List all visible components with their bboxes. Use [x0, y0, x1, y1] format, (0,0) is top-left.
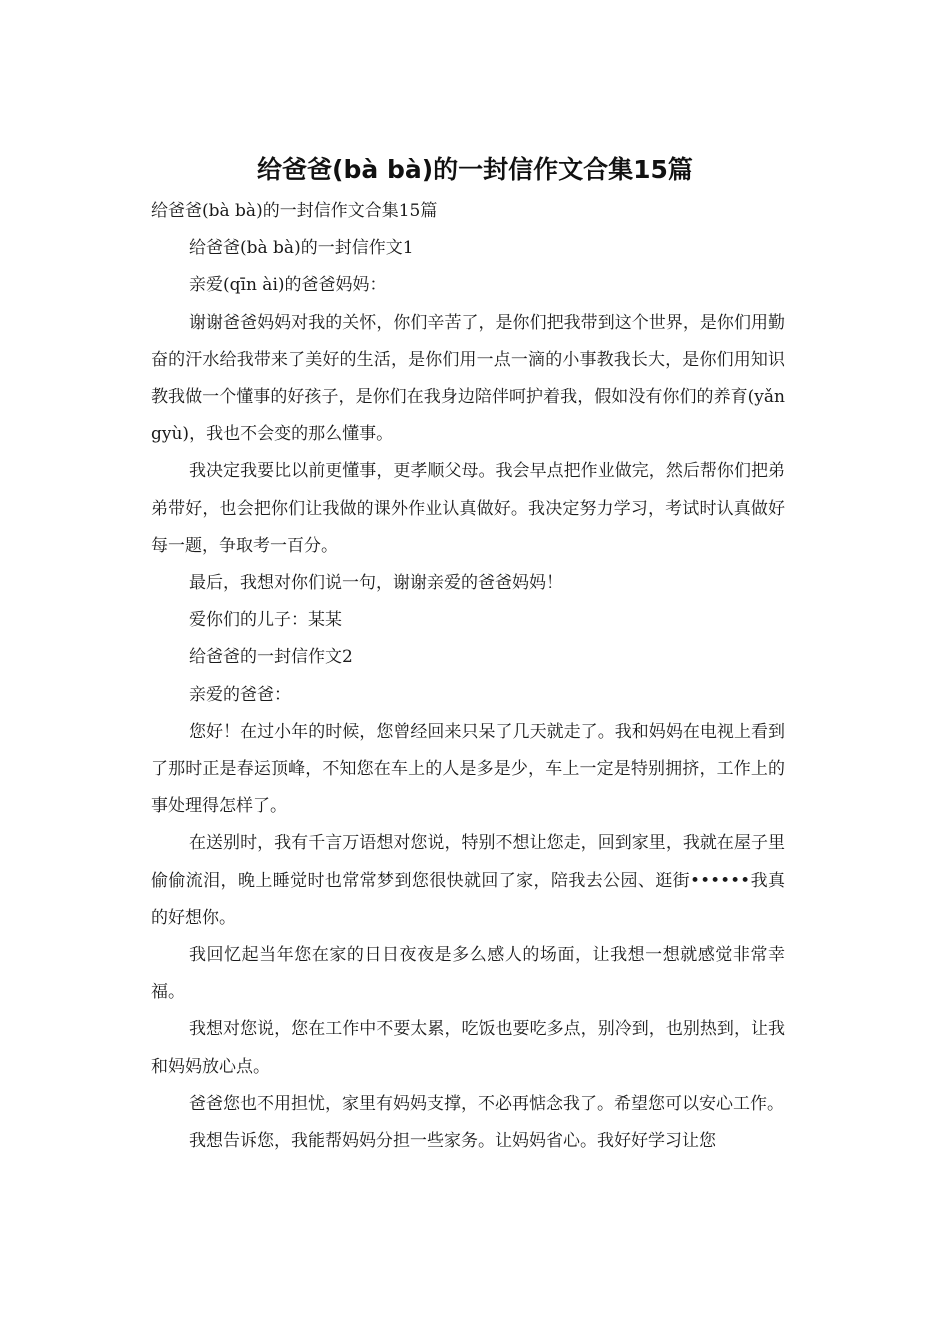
section-heading-1: 给爸爸(bà bà)的一封信作文1: [189, 238, 414, 259]
body-paragraph: 您好！在过小年的时候，您曾经回来只呆了几天就走了。我和妈妈在电视上看到了那时正是春运顶峰，不知您在车上的人是多是少，车上一定是特别拥挤，工作上的事处理得怎样了。: [151, 721, 785, 817]
body-paragraph: 最后，我想对你们说一句，谢谢亲爱的爸爸妈妈！: [189, 573, 563, 594]
signature-1: 爱你们的儿子：某某: [189, 610, 342, 631]
body-paragraph: 我回忆起当年您在家的日日夜夜是多么感人的场面，让我想一想就感觉非常幸福。: [151, 945, 785, 1003]
body-paragraph: 我想对您说，您在工作中不要太累，吃饭也要吃多点，别冷到，也别热到，让我和妈妈放心点。: [151, 1019, 785, 1077]
document-title: 给爸爸(bà bà)的一封信作文合集15篇: [257, 155, 693, 184]
body-paragraph: 我想告诉您，我能帮妈妈分担一些家务。让妈妈省心。我好好学习让您: [189, 1131, 716, 1152]
subtitle-paragraph: 给爸爸(bà bà)的一封信作文合集15篇: [151, 201, 438, 221]
body-paragraph: 我决定我要比以前更懂事，更孝顺父母。我会早点把作业做完，然后帮你们把弟弟带好，也会把你们让我做的课外作业认真做好。我决定努力学习，考试时认真做好每一题，争取考一百分。: [151, 461, 785, 556]
document-body: [151, 193, 785, 1160]
body-paragraph: 爸爸您也不用担忧，家里有妈妈支撑，不必再惦念我了。希望您可以安心工作。: [189, 1093, 784, 1114]
body-paragraph: 谢谢爸爸妈妈对我的关怀，你们辛苦了，是你们把我带到这个世界，是你们用勤奋的汗水给我带来了美好的生活，是你们用一点一滴的小事教我长大，是你们用知识教我做一个懂事的好孩子，是你们在我身边陪伴呵护着我，假如没有你们的养育(yǎngyù)，我也不会变的那么懂事。: [151, 312, 785, 445]
body-paragraph: 在送别时，我有千言万语想对您说，特别不想让您走，回到家里，我就在屋子里偷偷流泪，晚上睡觉时也常常梦到您很快就回了家，陪我去公园、逛街••••••我真的好想你。: [151, 833, 785, 928]
section-heading-2: 给爸爸的一封信作文2: [189, 647, 353, 668]
salutation-2: 亲爱的爸爸：: [189, 684, 291, 705]
salutation-1: 亲爱(qīn ài)的爸爸妈妈：: [189, 275, 387, 296]
